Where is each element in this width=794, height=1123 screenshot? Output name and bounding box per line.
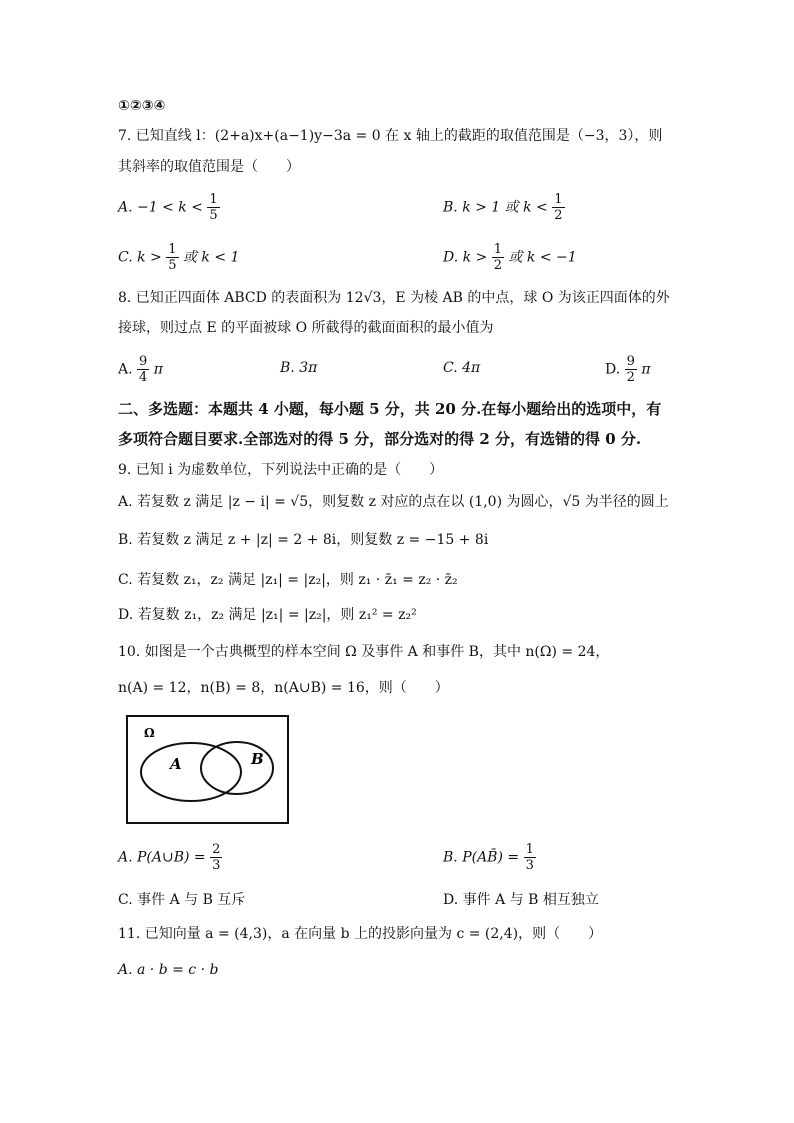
venn-diagram bbox=[126, 715, 290, 825]
q10-stem-line1: 10. 如图是一个古典概型的样本空间 Ω 及事件 A 和事件 B，其中 n(Ω) = 24， bbox=[118, 644, 610, 660]
section-heading-line2: 多项符合题目要求.全部选对的得 5 分，部分选对的得 2 分，有选错的得 0 分. bbox=[118, 430, 642, 448]
q7-option-b bbox=[443, 192, 565, 223]
q10-option-a-fraction: $\frac{2}{3}$ bbox=[212, 842, 221, 873]
q10-option-c: C. 事件 A 与 B 互斥 bbox=[118, 892, 246, 908]
event-b-label: B bbox=[251, 750, 264, 768]
q10-option-b: B. P(AB̄) = $\frac{1}{3}$ bbox=[443, 842, 534, 873]
q7-option-c: C. k > $\frac{1}{5}$ 或 k < 1 bbox=[118, 242, 240, 273]
q7-option-b-fraction: $\frac{1}{2}$ bbox=[554, 192, 563, 223]
section-heading-line1: 二、多选题：本题共 4 小题，每小题 5 分，共 20 分.在每小题给出的选项中，有 bbox=[118, 400, 662, 418]
top-marks: ①②③④ bbox=[118, 98, 166, 114]
q7-option-b-text: B. k > 1 或 k < bbox=[443, 199, 548, 216]
q8-option-b: B. 3π bbox=[280, 360, 318, 376]
q11-stem: 11. 已知向量 a = (4,3)，a 在向量 b 上的投影向量为 c = (2,4)，则（ ） bbox=[118, 926, 603, 942]
q7-option-c-fraction: $\frac{1}{5}$ bbox=[168, 242, 177, 273]
q8-option-c: C. 4π bbox=[443, 360, 481, 376]
q9-option-b: B. 若复数 z 满足 z + |z| = 2 + 8i，则复数 z = −15 + 8i bbox=[118, 532, 489, 548]
q7-stem-line1: 7. 已知直线 l：(2+a)x+(a−1)y−3a = 0 在 x 轴上的截距的取值范围是（−3，3），则 bbox=[118, 128, 663, 144]
q11-option-a: A. a · b = c · b bbox=[118, 962, 219, 978]
q8-option-a-fraction: $\frac{9}{4}$ bbox=[139, 354, 148, 385]
q7-option-a-text: A. −1 < k < bbox=[118, 199, 203, 216]
q7-option-d-fraction: $\frac{1}{2}$ bbox=[493, 242, 503, 273]
q10-option-a: A. P(A∪B) = $\frac{2}{3}$ bbox=[118, 842, 221, 873]
q10-option-b-fraction: $\frac{1}{3}$ bbox=[525, 842, 534, 873]
q8-option-d: D. $\frac{9}{2}$ π bbox=[605, 354, 651, 385]
omega-label: Ω bbox=[144, 726, 155, 740]
q9-option-d: D. 若复数 z₁，z₂ 满足 |z₁| = |z₂|，则 z₁² = z₂² bbox=[118, 607, 417, 623]
q7-option-d: D. k > $\frac{1}{2}$ 或 k < −1 bbox=[443, 242, 577, 273]
q8-stem-line2: 接球，则过点 E 的平面被球 O 所截得的截面面积的最小值为 bbox=[118, 320, 494, 336]
event-a-label: A bbox=[170, 755, 182, 773]
q8-option-d-fraction: $\frac{9}{2}$ bbox=[626, 354, 635, 385]
q7-stem-line2: 其斜率的取值范围是（ ） bbox=[118, 159, 300, 175]
q9-option-c: C. 若复数 z₁，z₂ 满足 |z₁| = |z₂|，则 z₁ · z̄₁ = z₂ · z̄₂ bbox=[118, 572, 458, 588]
q9-stem: 9. 已知 i 为虚数单位，下列说法中正确的是（ ） bbox=[118, 462, 444, 478]
q7-option-a bbox=[118, 192, 220, 223]
q10-stem-line2: n(A) = 12，n(B) = 8，n(A∪B) = 16，则（ ） bbox=[118, 680, 449, 696]
q8-stem-line1: 8. 已知正四面体 ABCD 的表面积为 12√3，E 为棱 AB 的中点，球 O 为该正四面体的外 bbox=[118, 290, 670, 306]
q8-option-a: A. $\frac{9}{4}$ π bbox=[118, 354, 163, 385]
q10-option-d: D. 事件 A 与 B 相互独立 bbox=[443, 892, 599, 908]
q7-option-a-fraction: $\frac{1}{5}$ bbox=[209, 192, 218, 223]
q9-option-a: A. 若复数 z 满足 |z − i| = √5，则复数 z 对应的点在以 (1,0) 为圆心，√5 为半径的圆上 bbox=[118, 494, 669, 510]
